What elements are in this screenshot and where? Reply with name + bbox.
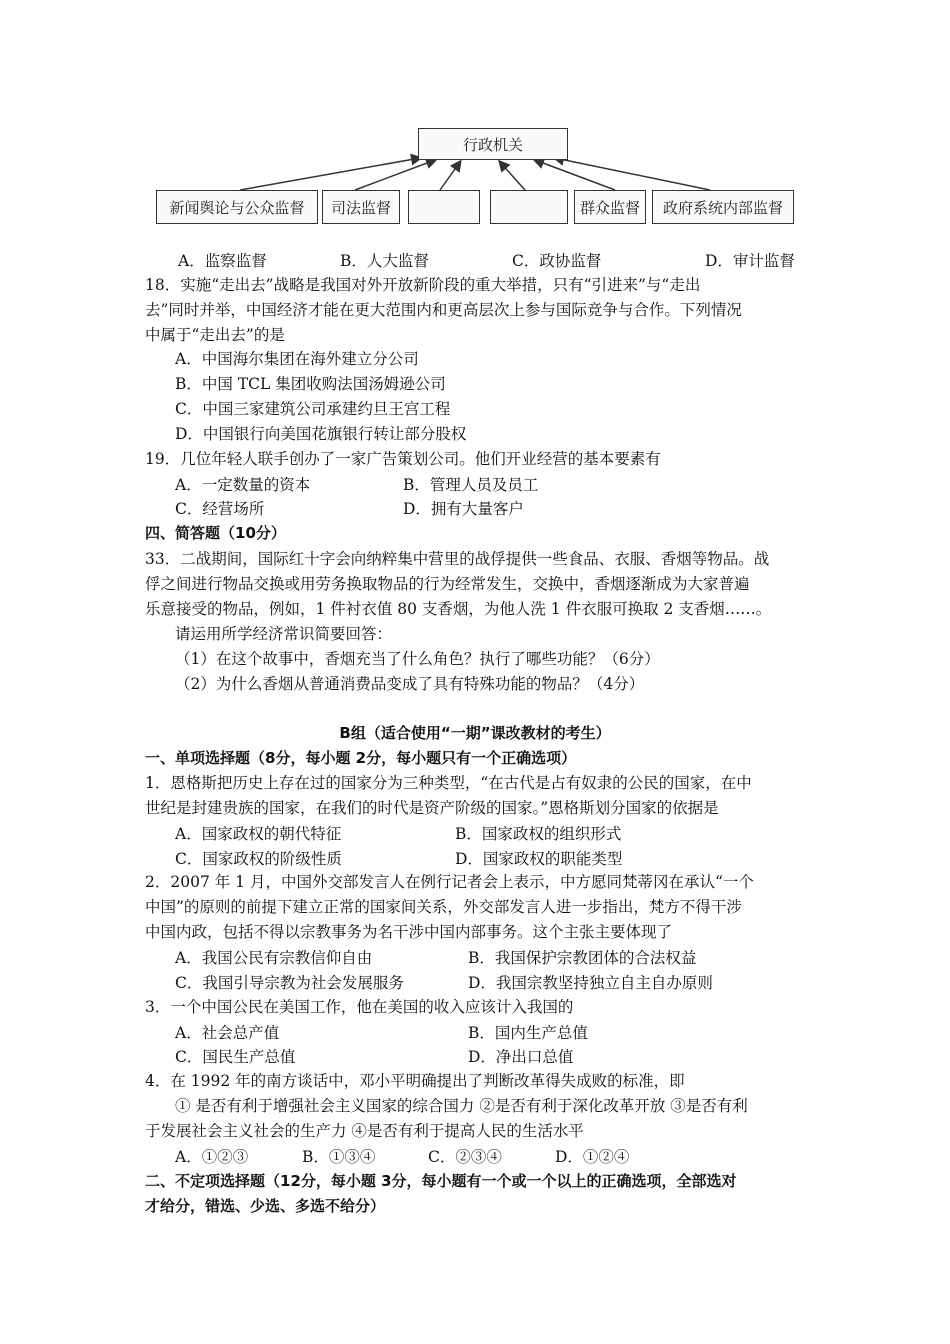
b2-line-1: 2．2007 年 1 月，中国外交部发言人在例行记者会上表示，中方愿同梵蒂冈在承认“一个	[145, 873, 754, 891]
q17-option-d: D．审计监督	[705, 252, 795, 270]
b2-option-d: D．我国宗教坚持独立自主自办原则	[468, 974, 713, 992]
b3-stem: 3．一个中国公民在美国工作，他在美国的收入应该计入我国的	[145, 998, 574, 1016]
b2-option-c: C．我国引导宗教为社会发展服务	[175, 974, 404, 992]
q33-line-1: 33．二战期间，国际红十字会向纳粹集中营里的战俘提供一些食品、衣服、香烟等物品。战	[145, 550, 770, 568]
q17-option-b: B．人大监督	[340, 252, 429, 270]
q18-line-3: 中属于“走出去”的是	[145, 326, 285, 344]
diagram-top-box: 行政机关	[418, 128, 568, 160]
q18-option-a: A．中国海尔集团在海外建立分公司	[175, 350, 419, 368]
b4-line-2: ① 是否有利于增强社会主义国家的综合国力 ②是否有利于深化改革开放 ③是否有利	[175, 1097, 748, 1115]
q17-option-a: A．监察监督	[178, 252, 267, 270]
diagram-box-blank-1	[408, 190, 480, 224]
q18-option-b: B．中国 TCL 集团收购法国汤姆逊公司	[175, 375, 446, 393]
group-b-heading: B组（适合使用“一期”课改教材的考生）	[339, 724, 611, 742]
b1-option-d: D．国家政权的职能类型	[455, 850, 623, 868]
diagram-box-media: 新闻舆论与公众监督	[156, 190, 318, 224]
b1-line-2: 世纪是封建贵族的国家，在我们的时代是资产阶级的国家。”恩格斯划分国家的依据是	[145, 799, 719, 817]
diagram-box-judicial: 司法监督	[322, 190, 400, 224]
q33-line-2: 俘之间进行物品交换或用劳务换取物品的行为经常发生，交换中，香烟逐渐成为大家普遍	[145, 575, 750, 593]
q33-line-3: 乐意接受的物品，例如，1 件衬衣值 80 支香烟，为他人洗 1 件衣服可换取 2 支香烟……。	[145, 600, 772, 618]
q18-line-1: 18．实施“走出去”战略是我国对外开放新阶段的重大举措，只有“引进来”与“走出	[145, 276, 701, 294]
section-4-heading: 四、简答题（10分）	[145, 524, 286, 542]
b3-option-b: B．国内生产总值	[468, 1024, 588, 1042]
q33-sub-1: （1）在这个故事中，香烟充当了什么角色？执行了哪些功能？（6分）	[175, 650, 660, 668]
q19-option-b: B．管理人员及员工	[403, 476, 539, 494]
b2-line-3: 中国内政，包括不得以宗教事务为名干涉中国内部事务。这个主张主要体现了	[145, 923, 673, 941]
q19-stem: 19．几位年轻人联手创办了一家广告策划公司。他们开业经营的基本要素有	[145, 450, 661, 468]
q19-option-d: D．拥有大量客户	[403, 500, 524, 518]
q17-option-c: C．政协监督	[512, 252, 602, 270]
b3-option-c: C．国民生产总值	[175, 1048, 296, 1066]
q33-sub-2: （2）为什么香烟从普通消费品变成了具有特殊功能的物品？（4分）	[175, 675, 645, 693]
q18-option-c: C．中国三家建筑公司承建约旦王宫工程	[175, 400, 451, 418]
q18-option-d: D．中国银行向美国花旗银行转让部分股权	[175, 425, 467, 443]
b4-line-3: 于发展社会主义社会的生产力 ④是否有利于提高人民的生活水平	[145, 1122, 584, 1140]
section-b2-heading-2: 才给分，错选、少选、多选不给分）	[145, 1197, 386, 1215]
b4-option-a: A．①②③	[175, 1148, 249, 1166]
b4-stem: 4．在 1992 年的南方谈话中，邓小平明确提出了判断改革得失成败的标准，即	[145, 1072, 685, 1090]
b2-option-a: A．我国公民有宗教信仰自由	[175, 949, 373, 967]
diagram-box-blank-2	[490, 190, 568, 224]
b4-option-b: B．①③④	[302, 1148, 376, 1166]
q18-line-2: 去”同时并举，中国经济才能在更大范围内和更高层次上参与国际竞争与合作。下列情况	[145, 301, 742, 319]
b4-option-d: D．①②④	[555, 1148, 630, 1166]
section-b2-heading-1: 二、不定项选择题（12分，每小题 3分，每小题有一个或一个以上的正确选项，全部选对	[145, 1172, 737, 1190]
b4-option-c: C．②③④	[428, 1148, 502, 1166]
b2-line-2: 中国”的原则的前提下建立正常的国家间关系，外交部发言人进一步指出，梵方不得干涉	[145, 898, 742, 916]
b2-option-b: B．我国保护宗教团体的合法权益	[468, 949, 697, 967]
section-b1-heading: 一、单项选择题（8分，每小题 2分，每小题只有一个正确选项）	[145, 749, 577, 767]
b1-line-1: 1．恩格斯把历史上存在过的国家分为三种类型，“在古代是占有奴隶的公民的国家，在中	[145, 774, 752, 792]
b3-option-d: D．净出口总值	[468, 1048, 574, 1066]
b3-option-a: A．社会总产值	[175, 1024, 280, 1042]
q33-prompt: 请运用所学经济常识简要回答：	[175, 625, 393, 643]
q19-option-c: C．经营场所	[175, 500, 265, 518]
diagram-box-masses: 群众监督	[574, 190, 646, 224]
b1-option-b: B．国家政权的组织形式	[455, 825, 622, 843]
b1-option-c: C．国家政权的阶级性质	[175, 850, 342, 868]
diagram-box-internal: 政府系统内部监督	[652, 190, 794, 224]
b1-option-a: A．国家政权的朝代特征	[175, 825, 342, 843]
q19-option-a: A．一定数量的资本	[175, 476, 311, 494]
